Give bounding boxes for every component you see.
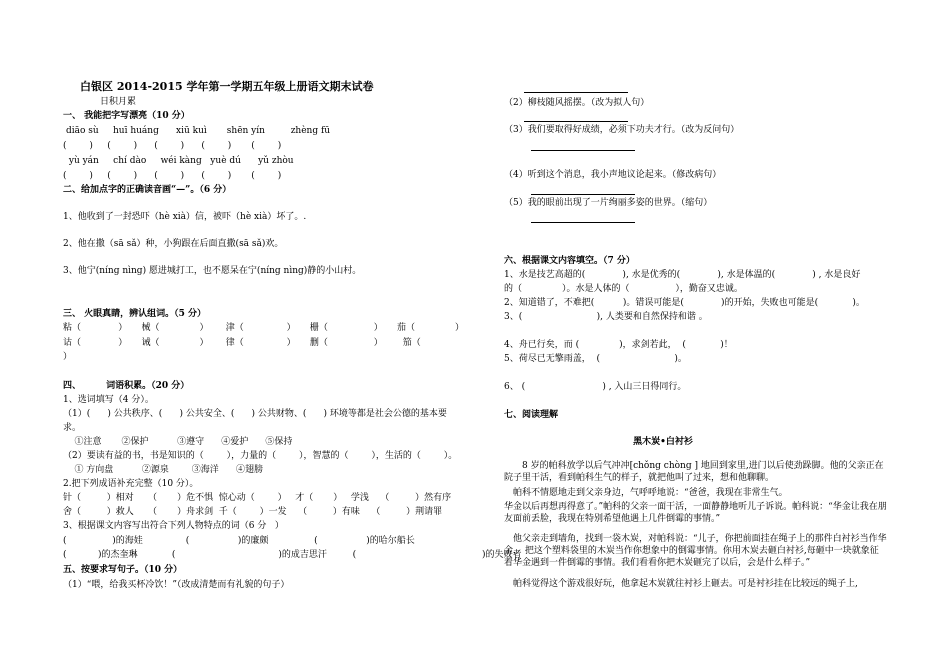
- pinyin-row-2: yù yán chí dào wéi kàng yuè dú yǔ zhòu: [66, 156, 294, 166]
- section-5-title: 五、按要求写句子。（10 分）: [63, 565, 183, 575]
- question-5-5: （5）我的眼前出现了一片绚丽多姿的世界。（缩句）: [504, 198, 713, 208]
- question-2-3: 3、他宁(níng nìng) 愿进城打工，也不愿呆在宁(níng nìng)静的小山村。: [63, 266, 362, 276]
- section-3-title: 三、 火眼真睛，辨认组词。（5 分）: [63, 309, 207, 319]
- character-row-2: ( )的杰奎琳 ( )的成吉思汗 ( )的失败者: [63, 550, 522, 560]
- question-4-1a: （1）( ) 公共秩序、( ) 公共安全、( ) 公共财物、( ) 环境等都是社会公德的基本要: [63, 409, 447, 419]
- article-paragraph-2: 帕科不情愿地走到父亲身边，气呼呼地说：“爸爸，我现在非常生气。: [513, 488, 788, 498]
- section-7-title: 七、阅读理解: [504, 410, 559, 420]
- question-4-1a-options: ①注意 ②保护 ③遵守 ④爱护 ⑤保持: [63, 437, 293, 447]
- article-paragraph-1: 8 岁的帕科放学以后气冲冲[chǒng chòng ] 地回到家里,进门以后使劲跺脚。他的父亲正在院子里干活，看到帕科生气的样子，就把他叫了过来，想和他聊聊。: [504, 461, 884, 484]
- article-paragraph-4: 他父亲走到墙角，找到一袋木炭，对帕科说：“儿子，你把前面挂在绳子上的那件白衬衫当作华金， 把这个塑料袋里的木炭当作你想象中的倒霉事情。你用木炭去砸白衬衫,每砸中一块就象征着华金遇到一件倒霉的事情。我们看看你把木炭砸完了以后，会是什么样子。”: [504, 534, 887, 569]
- question-4-1: 1、选词填写（4 分）。: [63, 395, 154, 405]
- fill-6-2: 2、知道错了，不难把( )。错误可能是( )的开始，失败也可能是( )。: [504, 298, 865, 308]
- question-5-2: （2）柳枝随风摇摆。（改为拟人句）: [504, 98, 650, 108]
- article-title: 黑木炭•白衬衫: [633, 437, 693, 447]
- question-5-1: （1）“喂，给我买杯冷饮！”（改成清楚而有礼貌的句子）: [63, 580, 290, 590]
- answer-line-5-1: [524, 92, 628, 93]
- fill-6-1a: 1、水是技艺高超的( ), 水是优秀的( ), 水是体温的( ) , 水是良好: [504, 270, 861, 280]
- answer-line-5-2: [524, 121, 628, 122]
- question-2-1: 1、他收到了一封恐吓（hè xià）信，被吓（hè xià）坏了。.: [63, 212, 307, 222]
- article-paragraph-5: 帕科觉得这个游戏很好玩，他拿起木炭就往衬衫上砸去。可是衬衫挂在比较远的绳子上,: [513, 579, 858, 589]
- question-5-3: （3）我们要取得好成绩，必须下功夫才行。（改为反问句）: [504, 125, 740, 135]
- section-6-title: 六、根据课文内容填空。（7 分）: [504, 256, 635, 266]
- word-group-row-2: 诂（ ） 诫（ ） 律（ ） 删（ ） 笳（: [63, 338, 421, 348]
- question-2-2: 2、他在撒（sā sǎ）种，小狗跟在后面直撒(sā sǎ)欢。: [63, 239, 284, 249]
- section-4-title: 四、 词语积累。（20 分）: [63, 381, 190, 391]
- idiom-row-2: 舍（ ）救人 （ ）舟求剑 千（ ）一发 （ ）有味 （ ）荆请罪: [63, 507, 443, 517]
- idiom-row-1: 针（ ）相对 （ ）危不惧 惊心动（ ） 才（ ） 学浅 （ ）然有序: [63, 493, 452, 503]
- pinyin-row-1: diāo sù huī huáng xiū kuì shēn yín zhèng fū: [66, 126, 331, 136]
- section-1-title: 一、 我能把字写漂亮（10 分）: [63, 111, 190, 121]
- exam-title: 白银区 2014-2015 学年第一学期五年级上册语文期末试卷: [80, 80, 374, 93]
- character-row-1: ( )的海娃 ( )的廉颇 ( )的哈尔船长: [63, 536, 415, 546]
- fill-6-3: 3、( ), 人类要和自然保持和谐 。: [504, 312, 708, 322]
- section-subtitle: 日积月累: [100, 97, 137, 107]
- question-4-2: 2.把下列成语补充完整（10 分）。: [63, 479, 199, 489]
- article-paragraph-3: 华金以后再想再得意了。”帕科的父亲一面干活，一面静静地听儿子诉说。帕科说：“华金让我在朋友面前丢脸，我现在特别希望他遇上几件倒霉的事情。”: [504, 502, 887, 525]
- fill-6-5: 5、荷尽已无擎雨盖， ( )。: [504, 354, 687, 364]
- answer-row-1: ( ) ( ) ( ) ( ) ( ): [63, 141, 282, 151]
- question-4-3: 3、根据课文内容写出符合下列人物特点的词（6 分 ）: [63, 521, 284, 531]
- question-4-1b-options: ① 方向盘 ②源泉 ③海洋 ④翅膀: [63, 465, 263, 475]
- question-4-1a-cont: 求。: [63, 423, 82, 433]
- question-5-4: （4）听到这个消息，我小声地议论起来。（修改病句）: [504, 170, 722, 180]
- answer-row-2: ( ) ( ) ( ) ( ) ( ): [63, 171, 282, 181]
- answer-line-5-4: [531, 194, 635, 195]
- word-group-row-3: ）: [63, 352, 73, 362]
- fill-6-6: 6、 ( ) , 入山三日得同行。: [504, 382, 687, 392]
- question-4-1b: （2）要读有益的书，书是知识的（ ），力量的（ ），智慧的（ ），生活的（ ）。: [63, 451, 458, 461]
- fill-6-1b: 的（ ）。水是人体的（ ），勤奋又忠诚。: [504, 284, 743, 294]
- answer-line-5-3: [531, 150, 635, 151]
- section-2-title: 二、给加点字的正确读音画“—”。（6 分）: [63, 185, 232, 195]
- word-group-row-1: 粘（ ） 械（ ） 津（ ） 栅（ ） 茄（ ）: [63, 323, 465, 333]
- fill-6-4: 4、舟已行矣，而 ( )，求剑若此， ( )！: [504, 340, 733, 350]
- answer-line-5-5: [531, 222, 635, 223]
